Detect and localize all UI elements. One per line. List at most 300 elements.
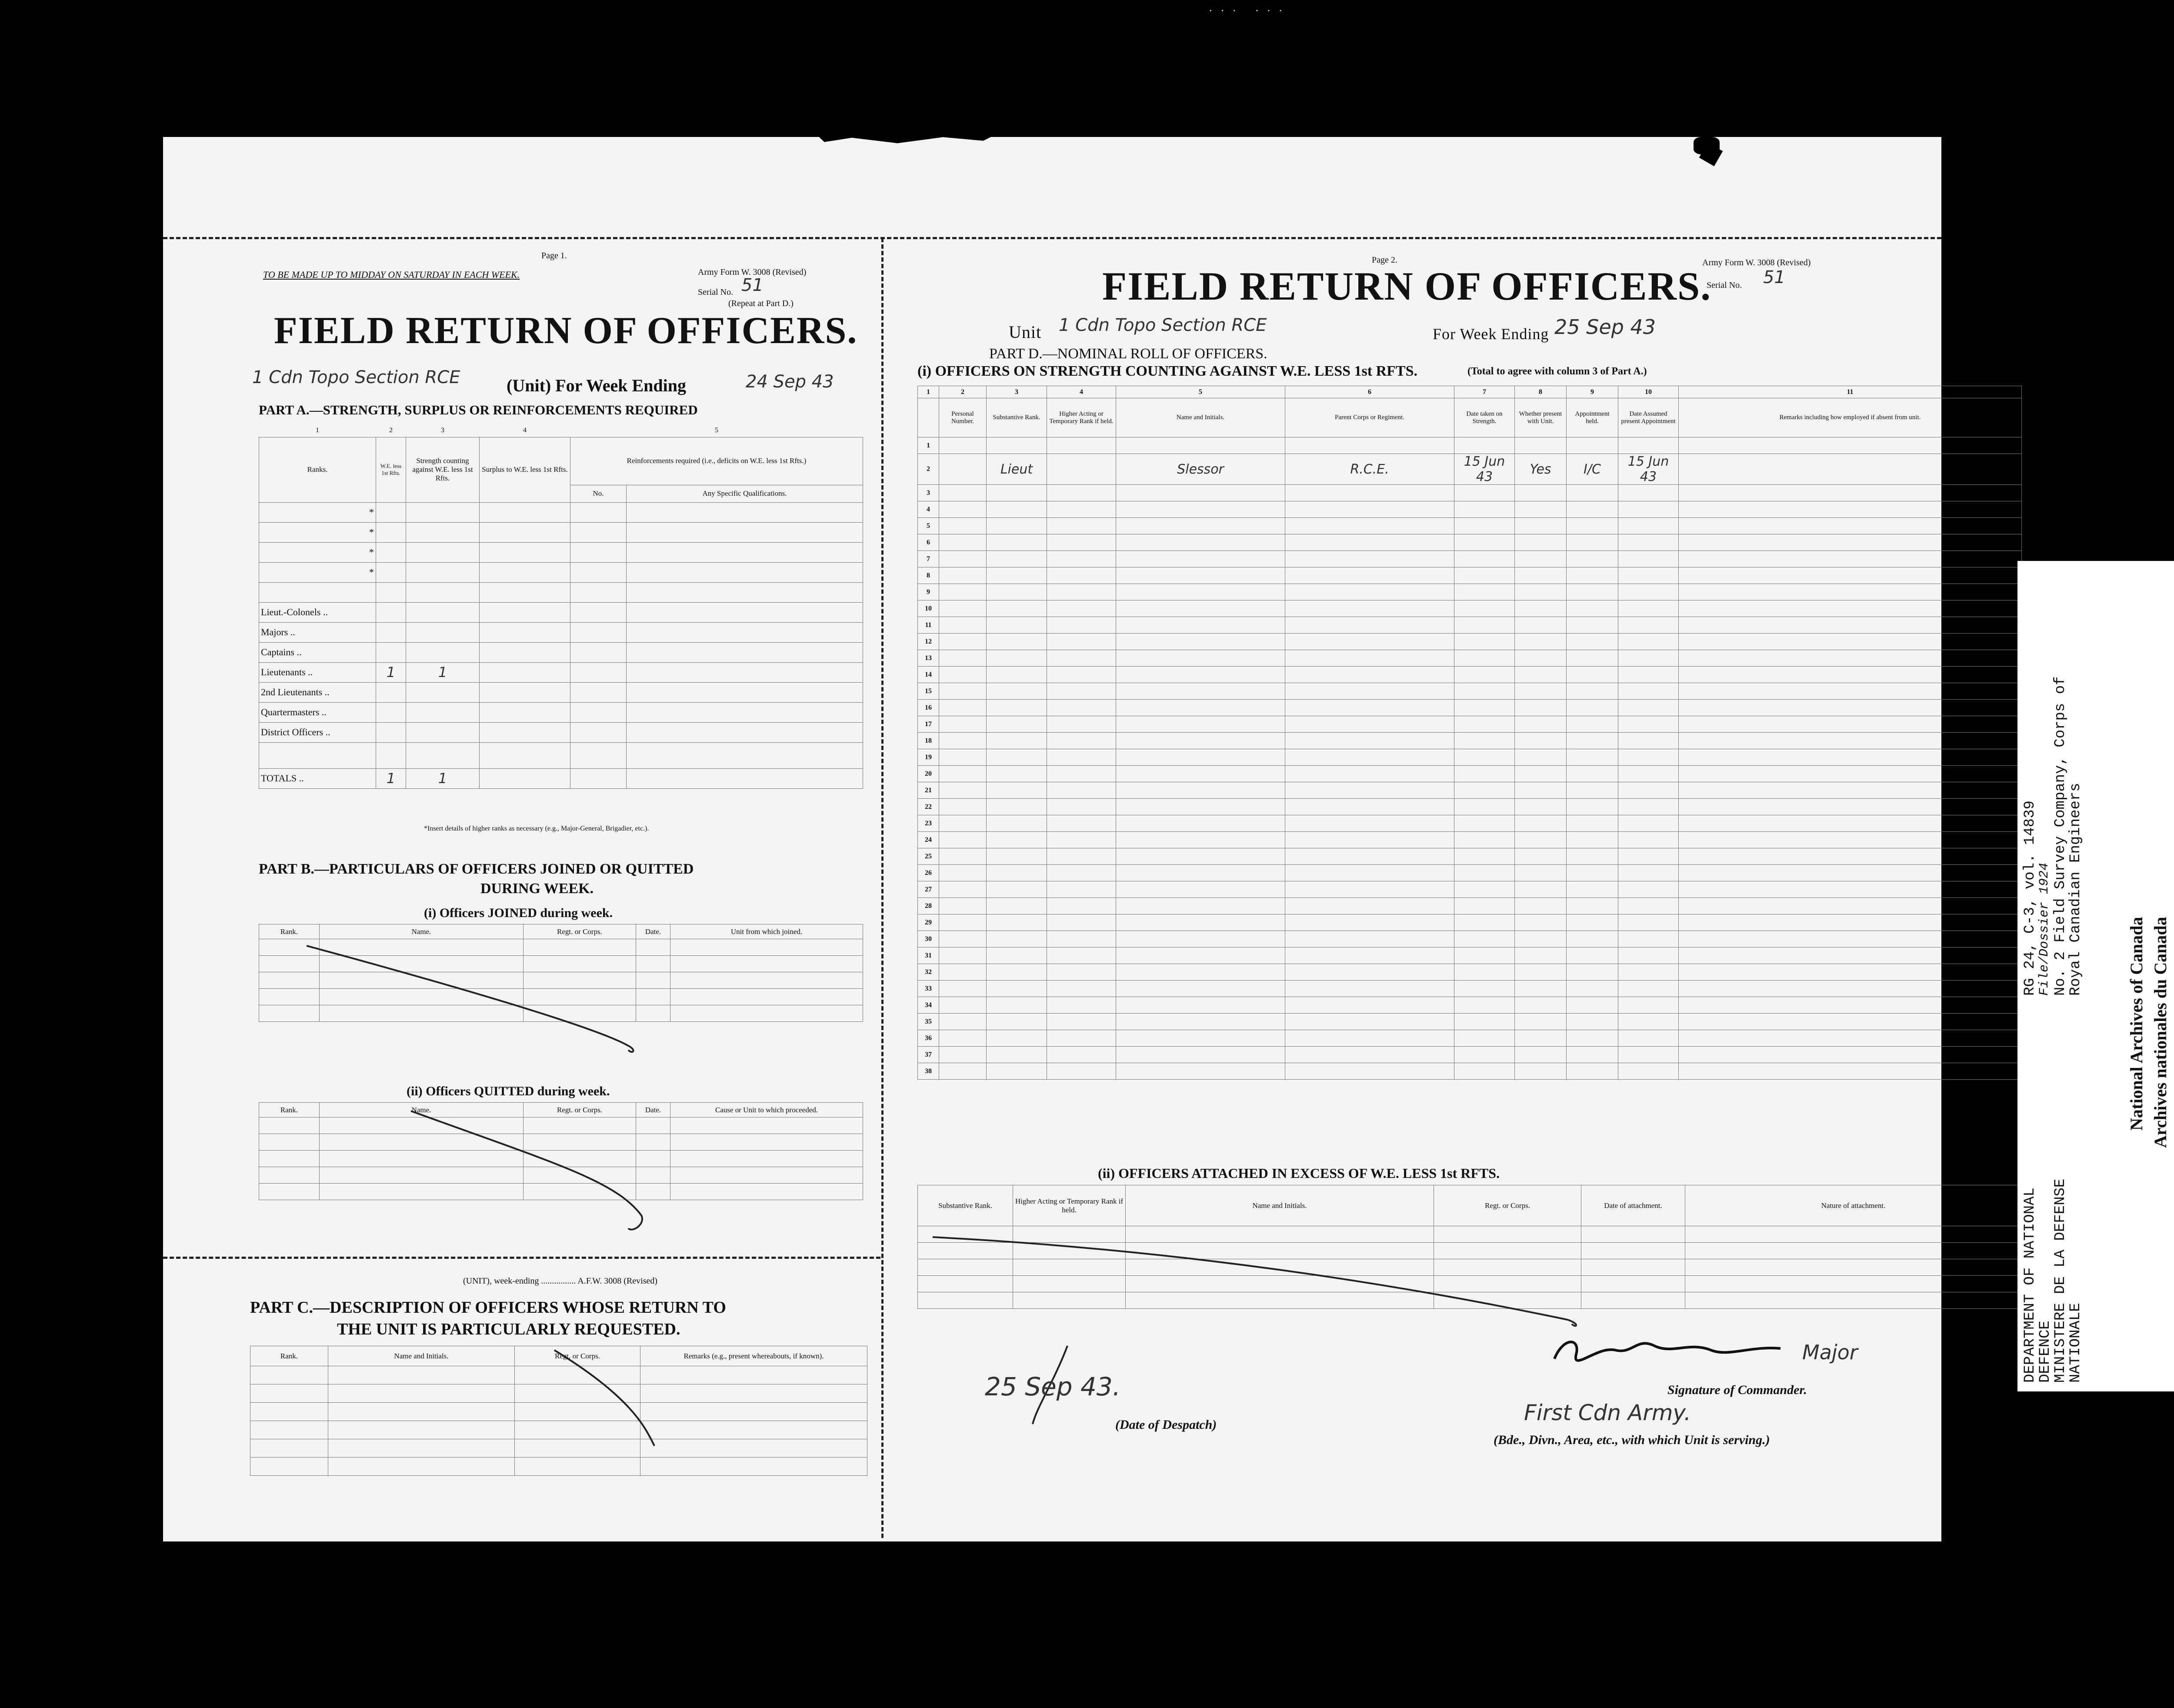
roll-rank (987, 733, 1047, 749)
colnum: 7 (1454, 386, 1515, 398)
row-number: 12 (918, 634, 939, 650)
roll-corps (1285, 898, 1454, 914)
roll-corps (1285, 1063, 1454, 1080)
roll-date (1454, 716, 1515, 733)
roll-corps (1285, 567, 1454, 584)
roll-assumed (1618, 716, 1679, 733)
roll-appt (1567, 931, 1618, 947)
roll-row (918, 617, 2022, 634)
roll-present (1515, 501, 1567, 518)
roll-appt (1567, 766, 1618, 782)
part-c-topline: (UNIT), week-ending ................ A.F.W. 3008 (Revised) (463, 1276, 658, 1286)
col-ranks: Ranks. (259, 437, 376, 502)
row-number: 36 (918, 1030, 939, 1047)
roll-assumed (1618, 700, 1679, 716)
roll-rank (987, 766, 1047, 782)
rank-cell: Quartermasters .. (259, 702, 376, 722)
roll-appt (1567, 848, 1618, 865)
colnum: 5 (1116, 386, 1285, 398)
part-a-footnote: *Insert details of higher ranks as necessary (e.g., Major-General, Brigadier, etc.). (424, 825, 649, 832)
roll-name (1116, 600, 1285, 617)
roll-assumed (1618, 981, 1679, 997)
row-number: 2 (918, 454, 939, 485)
roll-date (1454, 848, 1515, 865)
roll-corps (1285, 766, 1454, 782)
roll-name (1116, 634, 1285, 650)
roll-row (918, 964, 2022, 981)
roll-corps (1285, 683, 1454, 700)
roll-rank (987, 518, 1047, 534)
joined-heading: (i) Officers JOINED during week. (424, 906, 613, 920)
roll-rank (987, 617, 1047, 634)
page1-serial-label: Serial No. (698, 287, 734, 297)
roll-name (1116, 964, 1285, 981)
roll-rank (987, 1014, 1047, 1030)
roll-present (1515, 981, 1567, 997)
roll-present (1515, 964, 1567, 981)
roll-present (1515, 683, 1567, 700)
roll-assumed (1618, 1047, 1679, 1063)
col-cause: Cause or Unit to which proceeded. (670, 1103, 863, 1118)
roll-name (1116, 733, 1285, 749)
part-d-subheading: (i) OFFICERS ON STRENGTH COUNTING AGAINST W.E. LESS 1st RFTS. (917, 363, 1417, 379)
roll-name (1116, 782, 1285, 799)
roll-date (1454, 832, 1515, 848)
roll-row (918, 914, 2022, 931)
row-number: 29 (918, 914, 939, 931)
roll-appt (1567, 997, 1618, 1014)
roll-present (1515, 865, 1567, 881)
roll-row (918, 799, 2022, 815)
attached-col-header: Substantive Rank. (918, 1185, 1013, 1226)
roll-date (1454, 997, 1515, 1014)
roll-corps (1285, 1014, 1454, 1030)
archive-dept-2: DEFENCE (2037, 1321, 2054, 1383)
film-edge-marks: · · · · · · (1209, 4, 1285, 17)
roll-name (1116, 617, 1285, 634)
roll-appt (1567, 733, 1618, 749)
roll-present (1515, 600, 1567, 617)
roll-present (1515, 881, 1567, 898)
page2-unit-value: 1 Cdn Topo Section RCE (1059, 315, 1267, 335)
roll-appt (1567, 584, 1618, 600)
roll-name (1116, 815, 1285, 832)
row-number: 6 (918, 534, 939, 551)
roll-date (1454, 683, 1515, 700)
roll-assumed (1618, 485, 1679, 501)
roll-assumed (1618, 551, 1679, 567)
roll-row (918, 667, 2022, 683)
roll-present (1515, 534, 1567, 551)
roll-present (1515, 898, 1567, 914)
roll-row (918, 881, 2022, 898)
roll-assumed (1618, 997, 1679, 1014)
roll-name (1116, 667, 1285, 683)
roll-present (1515, 716, 1567, 733)
roll-row (918, 683, 2022, 700)
colnum: 2 (389, 426, 393, 434)
roll-row (918, 437, 2022, 454)
page1-unit-label: (Unit) For Week Ending (507, 376, 687, 395)
roll-rank (987, 898, 1047, 914)
roll-present (1515, 634, 1567, 650)
roll-row (918, 1063, 2022, 1080)
part-c-heading-1: PART C.—DESCRIPTION OF OFFICERS WHOSE RETURN TO (250, 1298, 726, 1317)
roll-rank (987, 534, 1047, 551)
col-strength: Strength counting against W.E. less 1st Rfts. (406, 437, 480, 502)
roll-assumed (1618, 964, 1679, 981)
col-rank: Rank. (259, 924, 320, 939)
roll-row (918, 567, 2022, 584)
col-name: Name and Initials. (328, 1346, 515, 1366)
attached-col-header: Name and Initials. (1126, 1185, 1434, 1226)
col-corps: Regt. or Corps. (515, 1346, 640, 1366)
row-number: 32 (918, 964, 939, 981)
roll-rank (987, 1063, 1047, 1080)
roll-corps (1285, 534, 1454, 551)
roll-name (1116, 518, 1285, 534)
page2-unit-label: Unit (1009, 322, 1042, 342)
roll-assumed (1618, 1063, 1679, 1080)
roll-assumed (1618, 931, 1679, 947)
roll-present (1515, 1047, 1567, 1063)
roll-appt (1567, 600, 1618, 617)
roll-appt (1567, 799, 1618, 815)
roll-row (918, 716, 2022, 733)
roll-row (918, 518, 2022, 534)
roll-row (918, 931, 2022, 947)
roll-appt (1567, 716, 1618, 733)
rank-cell: Majors .. (259, 622, 376, 642)
roll-date (1454, 733, 1515, 749)
roll-assumed (1618, 634, 1679, 650)
roll-assumed (1618, 815, 1679, 832)
roll-row (918, 749, 2022, 766)
roll-name (1116, 700, 1285, 716)
nac-french: Archives nationales du Canada (2151, 917, 2170, 1148)
col-corps: Regt. or Corps. (523, 1103, 636, 1118)
roll-appt (1567, 551, 1618, 567)
roll-name (1116, 567, 1285, 584)
despatch-label: (Date of Despatch) (1115, 1418, 1217, 1432)
roll-present (1515, 1014, 1567, 1030)
roll-appt (1567, 518, 1618, 534)
roll-name (1116, 1014, 1285, 1030)
roll-appt (1567, 865, 1618, 881)
roll-row (918, 534, 2022, 551)
col-unit-from: Unit from which joined. (670, 924, 863, 939)
col-qual: Any Specific Qualifications. (627, 485, 863, 502)
roll-present (1515, 914, 1567, 931)
col-rank: Rank. (259, 1103, 320, 1118)
roll-rank (987, 914, 1047, 931)
roll-rank: Lieut (987, 454, 1047, 485)
archive-ref-2: File/Dossier 1924 (2037, 862, 2052, 996)
roll-assumed (1618, 617, 1679, 634)
roll-corps (1285, 501, 1454, 518)
roll-assumed (1618, 1030, 1679, 1047)
roll-col-header: Appointment held. (1567, 398, 1618, 437)
roll-date (1454, 485, 1515, 501)
roll-col-header: Higher Acting or Temporary Rank if held. (1047, 398, 1116, 437)
roll-name (1116, 1030, 1285, 1047)
archive-dept-1: DEPARTMENT OF NATIONAL (2022, 1188, 2038, 1383)
row-number: 33 (918, 981, 939, 997)
row-number: 26 (918, 865, 939, 881)
nac-english: National Archives of Canada (2127, 917, 2146, 1131)
rank-cell: * (259, 502, 376, 522)
strike-scribbles (163, 137, 880, 1541)
nominal-roll-table (917, 386, 2022, 1080)
nominal-roll-body (918, 437, 2022, 1080)
roll-assumed (1618, 600, 1679, 617)
roll-assumed (1618, 650, 1679, 667)
page2-serial-value: 51 (1763, 267, 1785, 287)
row-number: 7 (918, 551, 939, 567)
col-name: Name. (320, 924, 523, 939)
colnum: 8 (1515, 386, 1567, 398)
colnum: 1 (918, 386, 939, 398)
roll-present (1515, 733, 1567, 749)
roll-corps (1285, 931, 1454, 947)
roll-corps (1285, 749, 1454, 766)
part-c-heading-2: THE UNIT IS PARTICULARLY REQUESTED. (337, 1320, 680, 1338)
roll-corps (1285, 848, 1454, 865)
row-number: 3 (918, 485, 939, 501)
roll-corps (1285, 634, 1454, 650)
roll-name (1116, 683, 1285, 700)
rank-cell: Lieut.-Colonels .. (259, 602, 376, 622)
roll-assumed (1618, 947, 1679, 964)
roll-name (1116, 534, 1285, 551)
colnum: 10 (1618, 386, 1679, 398)
roll-rank (987, 947, 1047, 964)
row-number: 34 (918, 997, 939, 1014)
roll-date (1454, 964, 1515, 981)
roll-appt (1567, 501, 1618, 518)
roll-corps (1285, 865, 1454, 881)
roll-assumed (1618, 766, 1679, 782)
roll-date (1454, 914, 1515, 931)
page1-week-ending-value: 24 Sep 43 (746, 372, 834, 392)
roll-present (1515, 551, 1567, 567)
part-d-heading: PART D.—NOMINAL ROLL OF OFFICERS. (989, 346, 1267, 362)
row-number: 35 (918, 1014, 939, 1030)
part-a-heading: PART A.—STRENGTH, SURPLUS OR REINFORCEMENTS REQUIRED (259, 402, 698, 417)
row-number: 37 (918, 1047, 939, 1063)
roll-date (1454, 865, 1515, 881)
roll-name (1116, 650, 1285, 667)
roll-col-header: Substantive Rank. (987, 398, 1047, 437)
page1-unit-value: 1 Cdn Topo Section RCE (252, 367, 460, 387)
roll-assumed (1618, 914, 1679, 931)
rank-cell: District Officers .. (259, 722, 376, 742)
roll-row (918, 501, 2022, 518)
roll-name (1116, 947, 1285, 964)
roll-assumed (1618, 518, 1679, 534)
roll-corps (1285, 551, 1454, 567)
roll-appt (1567, 898, 1618, 914)
colnum: 4 (1047, 386, 1116, 398)
roll-date (1454, 947, 1515, 964)
roll-row (918, 584, 2022, 600)
roll-row (918, 997, 2022, 1014)
row-number: 14 (918, 667, 939, 683)
row-number: 4 (918, 501, 939, 518)
roll-row (918, 1014, 2022, 1030)
row-number: 24 (918, 832, 939, 848)
roll-assumed (1618, 437, 1679, 454)
roll-corps (1285, 799, 1454, 815)
page1-instruction: TO BE MADE UP TO MIDDAY ON SATURDAY IN EACH WEEK. (263, 269, 520, 280)
row-number: 20 (918, 766, 939, 782)
roll-assumed: 15 Jun 43 (1618, 454, 1679, 485)
roll-rank (987, 634, 1047, 650)
roll-row (918, 766, 2022, 782)
attached-col-header: Date of attachment. (1581, 1185, 1685, 1226)
roll-present (1515, 437, 1567, 454)
row-number: 28 (918, 898, 939, 914)
despatch-date-value: 25 Sep 43. (985, 1372, 1121, 1401)
roll-rank (987, 964, 1047, 981)
roll-col-header: Whether present with Unit. (1515, 398, 1567, 437)
roll-row (918, 947, 2022, 964)
roll-present (1515, 1063, 1567, 1080)
roll-rank (987, 683, 1047, 700)
roll-appt (1567, 1063, 1618, 1080)
roll-name: Slessor (1116, 454, 1285, 485)
rank-cell: TOTALS .. (259, 768, 376, 788)
roll-row (918, 815, 2022, 832)
roll-assumed (1618, 898, 1679, 914)
roll-col-header (918, 398, 939, 437)
roll-corps: R.C.E. (1285, 454, 1454, 485)
roll-rank (987, 584, 1047, 600)
row-number: 23 (918, 815, 939, 832)
roll-appt (1567, 617, 1618, 634)
roll-present (1515, 617, 1567, 634)
row-number: 27 (918, 881, 939, 898)
roll-date (1454, 1047, 1515, 1063)
part-b-heading-2: DURING WEEK. (480, 881, 594, 897)
signature-label: Signature of Commander. (1667, 1383, 1807, 1397)
roll-assumed (1618, 749, 1679, 766)
roll-present (1515, 815, 1567, 832)
archive-ref-4: Royal Canadian Engineers (2067, 783, 2084, 996)
roll-assumed (1618, 1014, 1679, 1030)
roll-corps (1285, 700, 1454, 716)
roll-date (1454, 782, 1515, 799)
roll-appt (1567, 534, 1618, 551)
document-sheet (163, 137, 1941, 1541)
attached-heading: (ii) OFFICERS ATTACHED IN EXCESS OF W.E. LESS 1st RFTS. (1098, 1165, 1500, 1181)
roll-present (1515, 749, 1567, 766)
roll-present (1515, 650, 1567, 667)
roll-row (918, 1030, 2022, 1047)
roll-date (1454, 700, 1515, 716)
roll-appt (1567, 1014, 1618, 1030)
col-name: Name. (320, 1103, 523, 1118)
roll-col-header: Personal Number. (939, 398, 987, 437)
rank-cell: Captains .. (259, 642, 376, 662)
col-date: Date. (636, 1103, 670, 1118)
roll-rank (987, 700, 1047, 716)
roll-date (1454, 567, 1515, 584)
roll-corps (1285, 1030, 1454, 1047)
roll-col-header: Remarks including how employed if absent from unit. (1679, 398, 2022, 437)
row-number: 1 (918, 437, 939, 454)
roll-row (918, 551, 2022, 567)
roll-name (1116, 931, 1285, 947)
col-date: Date. (636, 924, 670, 939)
roll-rank (987, 667, 1047, 683)
we-cell: 1 (376, 662, 406, 682)
row-number: 30 (918, 931, 939, 947)
rank-cell: 2nd Lieutenants .. (259, 682, 376, 702)
roll-rank (987, 650, 1047, 667)
row-number: 17 (918, 716, 939, 733)
roll-date (1454, 437, 1515, 454)
roll-date (1454, 600, 1515, 617)
roll-rank (987, 501, 1047, 518)
archive-ref-1: RG 24, C-3, vol. 14839 (2022, 801, 2038, 996)
colnum: 11 (1679, 386, 2022, 398)
roll-assumed (1618, 501, 1679, 518)
roll-name (1116, 1047, 1285, 1063)
roll-name (1116, 551, 1285, 567)
roll-col-header: Parent Corps or Regiment. (1285, 398, 1454, 437)
row-number: 19 (918, 749, 939, 766)
roll-date (1454, 1030, 1515, 1047)
roll-rank (987, 815, 1047, 832)
roll-col-header: Name and Initials. (1116, 398, 1285, 437)
roll-date (1454, 501, 1515, 518)
roll-corps (1285, 832, 1454, 848)
roll-row (918, 848, 2022, 865)
row-number: 18 (918, 733, 939, 749)
roll-row (918, 454, 2022, 485)
row-number: 21 (918, 782, 939, 799)
colnum: 9 (1567, 386, 1618, 398)
roll-appt: I/C (1567, 454, 1618, 485)
roll-date (1454, 1063, 1515, 1080)
row-number: 5 (918, 518, 939, 534)
roll-appt (1567, 700, 1618, 716)
page2-label: Page 2. (1372, 255, 1397, 265)
roll-row (918, 700, 2022, 716)
roll-appt (1567, 914, 1618, 931)
archive-ref-3: No. 2 Field Survey Company, Corps of (2052, 676, 2069, 996)
row-number: 13 (918, 650, 939, 667)
row-number: 11 (918, 617, 939, 634)
roll-date (1454, 981, 1515, 997)
roll-rank (987, 865, 1047, 881)
row-number: 10 (918, 600, 939, 617)
quitted-heading: (ii) Officers QUITTED during week. (407, 1084, 610, 1098)
roll-date (1454, 584, 1515, 600)
roll-present: Yes (1515, 454, 1567, 485)
roll-name (1116, 832, 1285, 848)
roll-name (1116, 898, 1285, 914)
page2-form-number: Army Form W. 3008 (Revised) (1702, 258, 1811, 267)
roll-assumed (1618, 534, 1679, 551)
roll-name (1116, 848, 1285, 865)
roll-name (1116, 1063, 1285, 1080)
roll-rank (987, 832, 1047, 848)
strength-cell: 1 (406, 768, 480, 788)
roll-name (1116, 437, 1285, 454)
roll-date (1454, 799, 1515, 815)
